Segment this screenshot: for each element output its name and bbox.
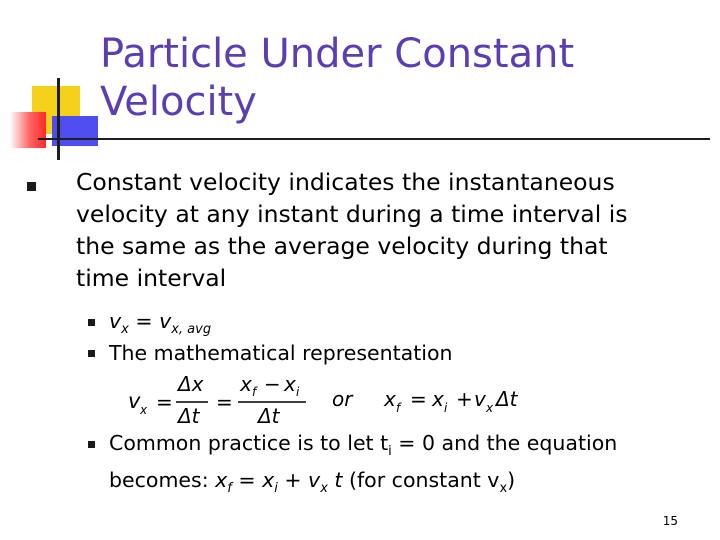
slide-title <box>100 30 700 126</box>
sub-bullet-marker <box>88 319 95 326</box>
eq-delta-t: Δt <box>178 404 200 428</box>
eq-xf: x <box>240 372 252 396</box>
math-representation-text: The mathematical representation <box>109 341 453 365</box>
eq-plus: + <box>456 387 473 411</box>
eq-i-sub-2: i <box>444 401 448 415</box>
main-bullet-text <box>76 166 676 294</box>
eq-f-sub-2: f <box>396 401 401 415</box>
eq-x-sub-2: x <box>486 401 494 415</box>
eq-i-sub: i <box>296 385 300 399</box>
common-practice-text <box>109 429 617 503</box>
sub-bullet-marker <box>88 441 95 448</box>
sub-bullet-marker <box>88 350 95 357</box>
title-line-2: Velocity <box>100 79 257 125</box>
main-bullet-line-2: velocity at any instant during a time interval is <box>76 200 628 228</box>
eq-xi: x <box>284 372 296 396</box>
equals-sign: = <box>128 309 160 333</box>
v-symbol: v <box>109 309 122 333</box>
eq-equals-2: = <box>216 390 233 414</box>
eq-equals-3: = <box>410 387 427 411</box>
title-line-1: Particle Under Constant <box>100 31 575 77</box>
title-underline <box>38 138 710 140</box>
x-subscript: x <box>121 322 129 337</box>
x-avg-subscript: x, avg <box>171 322 212 337</box>
main-bullet-line-1: Constant velocity indicates the instantaneous <box>76 168 615 196</box>
page-number: 15 <box>662 514 678 528</box>
eq-x-sub: x <box>140 403 148 417</box>
eq-v: v <box>128 389 141 413</box>
common-practice-line-2: becomes: $x_f = x_i + v_x$ t (for constant $v_x$) <box>109 468 516 496</box>
eq-f-sub: f <box>252 385 257 399</box>
main-bullet-line-3: the same as the average velocity during that <box>76 232 608 260</box>
v-symbol-2: v <box>159 309 172 333</box>
bullet-marker <box>27 182 36 191</box>
common-practice-line-1: Common practice is to let $t_i = 0$ and the equation <box>109 431 618 459</box>
eq-or: or <box>332 387 353 411</box>
eq-minus: − <box>264 372 281 396</box>
eq-v-2: v <box>474 387 486 411</box>
decor-red-square <box>10 112 46 148</box>
eq-xf-2: x <box>384 387 396 411</box>
decor-vertical-line <box>57 78 60 160</box>
eq-equals-1: = <box>156 390 173 414</box>
eq-delta-t-3: Δt <box>496 387 518 411</box>
eq-delta-x: Δx <box>178 372 204 396</box>
eq-xi-2: x <box>432 387 444 411</box>
velocity-equation <box>128 371 528 431</box>
main-bullet-line-4: time interval <box>76 264 227 292</box>
eq-delta-t-2: Δt <box>258 404 280 428</box>
